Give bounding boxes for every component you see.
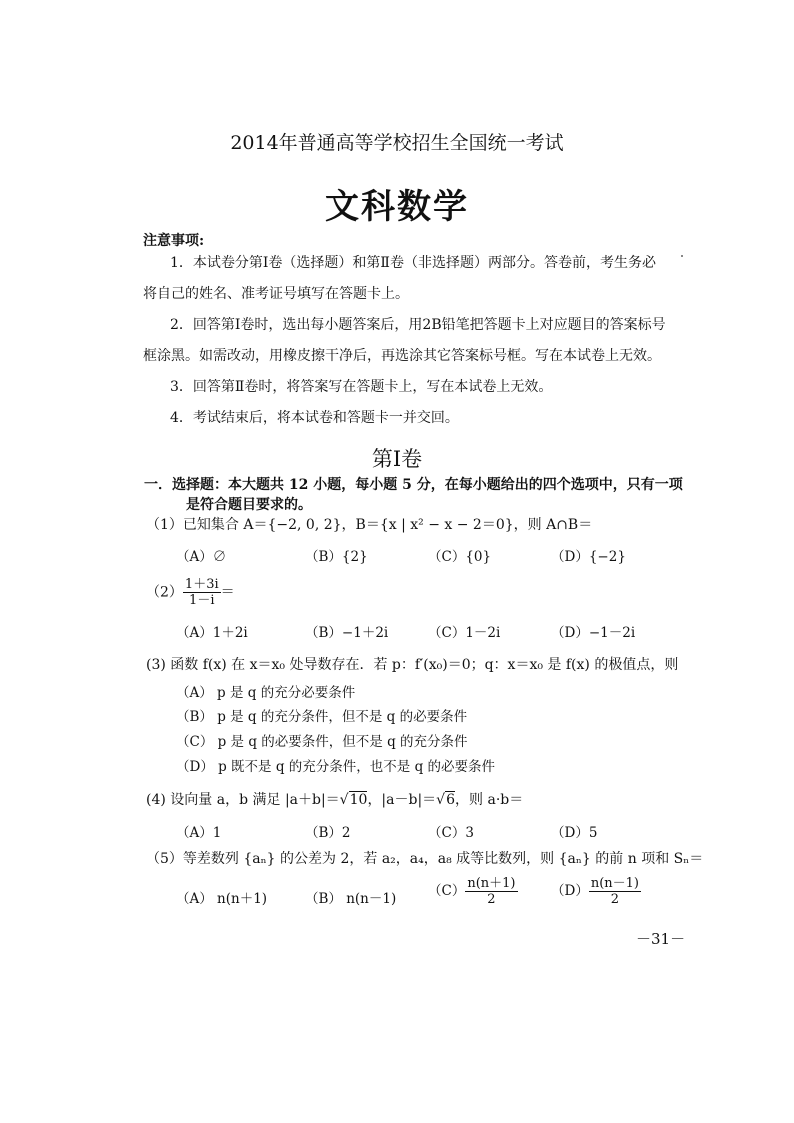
question-2-option-c: （C）1－2i	[428, 625, 501, 641]
question-5-option-d-label: （D）	[551, 883, 589, 899]
page-number: －31－	[636, 930, 686, 948]
question-5-option-d-fraction	[589, 876, 641, 907]
section-intro: 一．选择题：本大题共 12 小题，每小题 5 分，在每小题给出的四个选项中，只有一项	[144, 477, 683, 493]
question-2-label: （2）	[146, 584, 183, 601]
notice-item-3: 3．回答第Ⅱ卷时，将答案写在答题卡上，写在本试卷上无效。	[170, 379, 553, 395]
section-title: 第Ⅰ卷	[371, 447, 423, 471]
question-3-option-d: （D） p 既不是 q 的充分条件，也不是 q 的必要条件	[176, 759, 495, 775]
notice-heading: 注意事项:	[143, 233, 205, 249]
question-5-option-c-label: （C）	[428, 883, 466, 899]
question-2-numerator: 1＋3i	[184, 577, 219, 592]
question-5-option-c	[428, 876, 518, 907]
question-2-stem	[146, 577, 235, 608]
question-4-option-d: （D）5	[551, 825, 598, 841]
question-2-fraction	[183, 577, 221, 608]
question-2-equals: ＝	[220, 584, 235, 601]
question-5-option-d-denominator: 2	[610, 892, 620, 907]
notice-item-4: 4．考试结束后，将本试卷和答题卡一并交回。	[170, 410, 459, 426]
question-4-sqrt-1: 10	[349, 792, 368, 808]
question-5-option-c-fraction	[465, 876, 517, 907]
question-4-stem-c: ，则 a·b＝	[455, 792, 524, 808]
question-1-option-c: （C）{0}	[428, 549, 492, 565]
question-1-option-d: （D）{−2}	[551, 549, 626, 565]
question-3-option-a: （A） p 是 q 的充分必要条件	[176, 685, 356, 701]
question-1-option-b: （B）{2}	[305, 549, 368, 565]
question-2-option-a: （A）1＋2i	[176, 625, 248, 641]
question-3-stem: (3) 函数 f(x) 在 x＝x₀ 处导数存在．若 p：f′(x₀)＝0；q：x＝x₀ 是 f(x) 的极值点，则	[146, 657, 679, 673]
section-intro-cont: 是符合题目要求的。	[186, 497, 312, 513]
question-5-option-b: （B） n(n－1)	[305, 891, 397, 907]
question-1-stem: （1）已知集合 A＝{−2, 0, 2}，B＝{x | x² − x − 2＝0}，则 A∩B＝	[146, 517, 593, 533]
question-2-option-d: （D）−1－2i	[551, 625, 636, 641]
question-4-sqrt-2: 6	[446, 792, 456, 808]
question-4-stem-b: ，|a－b|＝√	[367, 792, 446, 808]
question-2-denominator: 1－i	[189, 593, 215, 608]
question-2-option-b: （B）−1＋2i	[305, 625, 389, 641]
question-5-option-d	[551, 876, 641, 907]
notice-item-2: 2．回答第Ⅰ卷时，选出每小题答案后，用2B铅笔把答题卡上对应题目的答案标号	[170, 317, 666, 333]
question-5-option-c-numerator: n(n＋1)	[467, 876, 516, 891]
question-4-option-b: （B）2	[305, 825, 351, 841]
question-4-stem-a: (4) 设向量 a，b 满足 |a＋b|＝√	[146, 792, 349, 808]
notice-item-1-cont: 将自己的姓名、准考证号填写在答题卡上。	[143, 286, 409, 302]
question-4-stem	[146, 789, 523, 809]
question-4-option-a: （A）1	[176, 825, 222, 841]
question-5-option-d-numerator: n(n－1)	[590, 876, 639, 891]
question-3-option-b: （B） p 是 q 的充分条件，但不是 q 的必要条件	[176, 709, 468, 725]
question-5-option-c-denominator: 2	[487, 892, 496, 907]
question-5-stem: （5）等差数列 {aₙ} 的公差为 2，若 a₂，a₄，a₈ 成等比数列，则 {aₙ} 的前 n 项和 Sₙ＝	[146, 851, 704, 867]
question-3-option-c: （C） p 是 q 的必要条件，但不是 q 的充分条件	[176, 734, 468, 750]
question-4-option-c: （C）3	[428, 825, 474, 841]
subject-title: 文科数学	[325, 187, 469, 227]
notice-item-1: 1．本试卷分第Ⅰ卷（选择题）和第Ⅱ卷（非选择题）两部分。答卷前，考生务必	[170, 255, 656, 271]
notice-item-2-cont: 框涂黑。如需改动，用橡皮擦干净后，再选涂其它答案标号框。写在本试卷上无效。	[143, 348, 661, 364]
exam-title: 2014年普通高等学校招生全国统一考试	[230, 132, 564, 154]
scan-speck	[681, 255, 683, 257]
question-1-option-a: （A）∅	[176, 549, 227, 565]
question-5-option-a: （A） n(n＋1)	[176, 891, 268, 907]
